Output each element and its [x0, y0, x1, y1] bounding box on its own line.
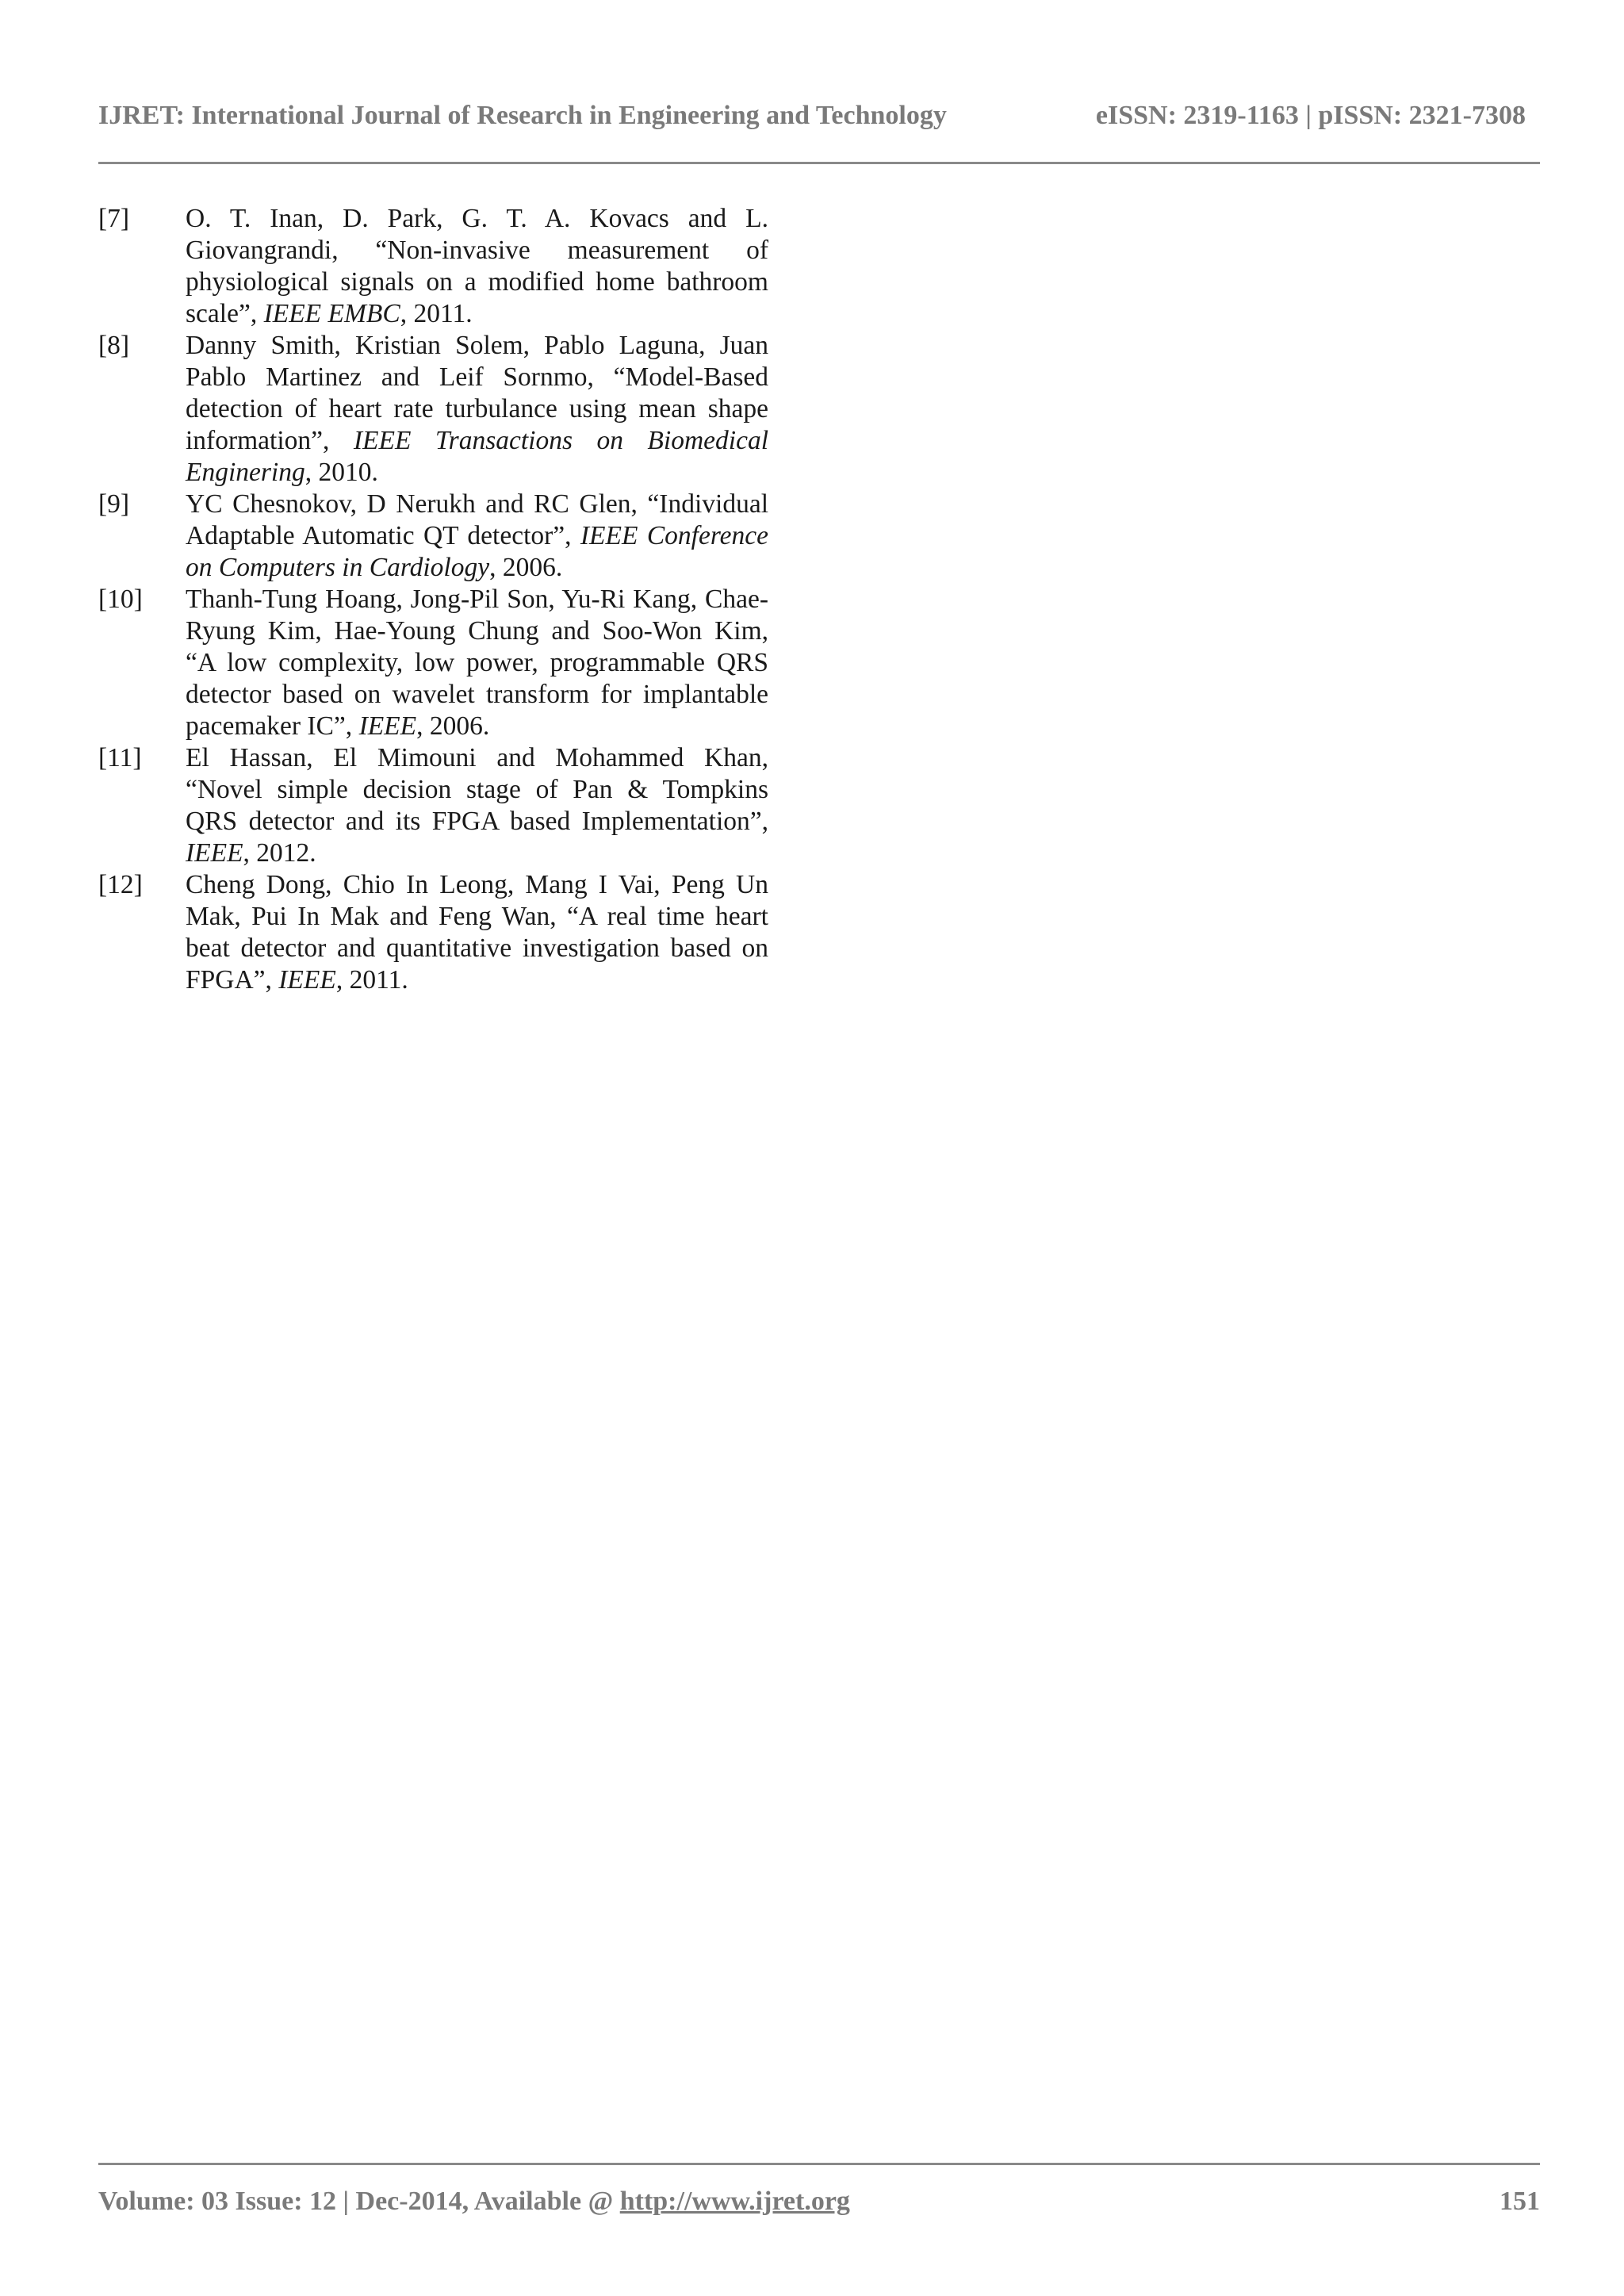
reference-text-segment: Danny Smith, Kristian Solem, Pablo Laguna, Juan Pablo Martinez and Leif Sornmo, “Model-Based detection of heart rate turbulance using mean shape information”,: [186, 331, 768, 455]
reference-item: [98, 869, 768, 996]
reference-venue: IEEE: [186, 838, 243, 868]
reference-text: [186, 742, 768, 869]
reference-venue: IEEE Transactions on Biomedical Enginering: [186, 426, 768, 487]
reference-item: [98, 489, 768, 584]
reference-text-segment: , 2010.: [304, 458, 378, 487]
reference-item: [98, 584, 768, 742]
reference-venue: IEEE: [278, 965, 336, 995]
reference-number: [12]: [98, 870, 143, 899]
reference-text-segment: , 2012.: [243, 838, 316, 868]
reference-text-segment: Cheng Dong, Chio In Leong, Mang I Vai, Peng Un Mak, Pui In Mak and Feng Wan, “A real time heart beat detector and quantitative investigation based on FPGA”,: [186, 870, 768, 995]
header-divider: [98, 162, 1540, 164]
footer-volume-info: [98, 2187, 850, 2217]
reference-number: [7]: [98, 204, 130, 233]
reference-list: [98, 203, 768, 996]
reference-item: [98, 203, 768, 330]
page-header: [98, 97, 1526, 135]
reference-number: [11]: [98, 743, 142, 772]
reference-text-segment: , 2011.: [400, 299, 473, 328]
journal-website-link[interactable]: http://www.ijret.org: [619, 2187, 850, 2216]
reference-text: [186, 330, 768, 489]
reference-venue: IEEE EMBC: [263, 299, 400, 328]
reference-text: [186, 584, 768, 742]
issn-text: eISSN: 2319-1163 | pISSN: 2321-7308: [1095, 101, 1526, 130]
reference-text: [186, 489, 768, 584]
reference-number: [10]: [98, 585, 143, 614]
footer-volume-text: Volume: 03 Issue: 12 | Dec-2014, Available @: [98, 2187, 620, 2216]
journal-title: IJRET: International Journal of Research in Engineering and Technology: [98, 101, 947, 130]
reference-venue: IEEE Conference on Computers in Cardiology: [186, 521, 768, 582]
reference-text-segment: O. T. Inan, D. Park, G. T. A. Kovacs and L. Giovangrandi, “Non-invasive measurement of physiological signals on a modified home bathroom scale”,: [186, 204, 768, 328]
reference-number: [9]: [98, 489, 130, 519]
reference-venue: IEEE: [358, 711, 417, 741]
reference-text-segment: YC Chesnokov, D Nerukh and RC Glen, “Individual Adaptable Automatic QT detector”,: [186, 489, 768, 550]
footer-divider: [98, 2163, 1540, 2165]
reference-text-segment: , 2006.: [416, 711, 490, 741]
reference-text-segment: , 2006.: [489, 553, 563, 582]
reference-text-segment: , 2011.: [335, 965, 408, 995]
reference-text: [186, 203, 768, 330]
reference-text: [186, 869, 768, 996]
reference-text-segment: Thanh-Tung Hoang, Jong-Pil Son, Yu-Ri Kang, Chae-Ryung Kim, Hae-Young Chung and Soo-Won Kim, “A low complexity, low power, programmable QRS detector based on wavelet transform for implantable pacemaker IC”,: [186, 585, 768, 741]
reference-item: [98, 330, 768, 489]
reference-item: [98, 742, 768, 869]
reference-number: [8]: [98, 331, 130, 360]
reference-text-segment: El Hassan, El Mimouni and Mohammed Khan, “Novel simple decision stage of Pan & Tompkins QRS detector and its FPGA based Implementation”,: [186, 743, 768, 836]
page-number: 151: [1500, 2187, 1540, 2216]
page-footer: [98, 2183, 1540, 2221]
